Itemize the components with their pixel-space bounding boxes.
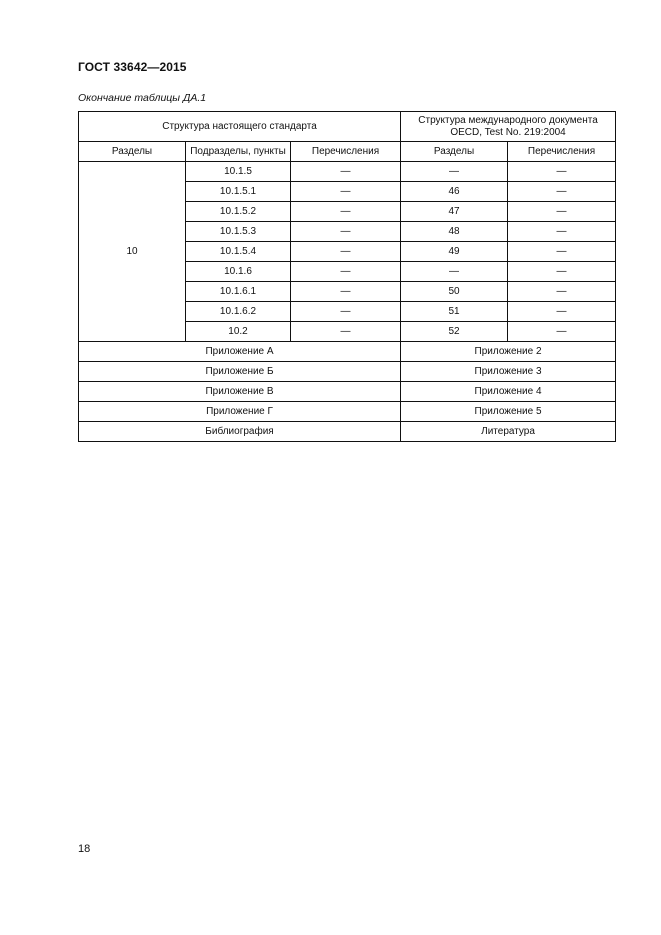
appendix-national-cell: Приложение А	[79, 342, 401, 362]
column-header: Разделы	[79, 142, 186, 162]
appendix-national-cell: Приложение В	[79, 382, 401, 402]
intl-section-cell: 47	[401, 202, 508, 222]
enumeration-cell: —	[291, 262, 401, 282]
appendix-national-cell: Приложение Г	[79, 402, 401, 422]
enumeration-cell: —	[291, 222, 401, 242]
intl-section-cell: 52	[401, 322, 508, 342]
enumeration-cell: —	[291, 182, 401, 202]
column-header-row	[79, 142, 616, 162]
appendix-row	[79, 342, 616, 362]
subsection-cell: 10.1.5	[186, 162, 291, 182]
subsection-cell: 10.2	[186, 322, 291, 342]
appendix-international-cell: Приложение 3	[401, 362, 616, 382]
intl-enumeration-cell: —	[508, 242, 616, 262]
appendix-international-cell: Приложение 4	[401, 382, 616, 402]
intl-section-cell: —	[401, 162, 508, 182]
subsection-cell: 10.1.6	[186, 262, 291, 282]
intl-enumeration-cell: —	[508, 162, 616, 182]
intl-section-cell: 51	[401, 302, 508, 322]
appendix-international-cell: Приложение 5	[401, 402, 616, 422]
page-number: 18	[78, 843, 91, 855]
intl-section-cell: 50	[401, 282, 508, 302]
intl-enumeration-cell: —	[508, 282, 616, 302]
column-header: Подразделы, пункты	[186, 142, 291, 162]
section-cell: 10	[79, 162, 186, 342]
appendix-row	[79, 422, 616, 442]
table-row	[79, 162, 616, 182]
intl-enumeration-cell: —	[508, 222, 616, 242]
enumeration-cell: —	[291, 202, 401, 222]
intl-enumeration-cell: —	[508, 182, 616, 202]
bibliography-cell: Библиография	[79, 422, 401, 442]
subsection-cell: 10.1.5.1	[186, 182, 291, 202]
group-header-row	[79, 112, 616, 142]
subsection-cell: 10.1.6.2	[186, 302, 291, 322]
literature-cell: Литература	[401, 422, 616, 442]
enumeration-cell: —	[291, 282, 401, 302]
enumeration-cell: —	[291, 322, 401, 342]
group-header-international-line1: Структура международного документа	[418, 114, 598, 126]
intl-section-cell: 49	[401, 242, 508, 262]
group-header-national: Структура настоящего стандарта	[79, 112, 401, 142]
intl-enumeration-cell: —	[508, 302, 616, 322]
subsection-cell: 10.1.6.1	[186, 282, 291, 302]
column-header: Разделы	[401, 142, 508, 162]
subsection-cell: 10.1.5.4	[186, 242, 291, 262]
enumeration-cell: —	[291, 242, 401, 262]
subsection-cell: 10.1.5.2	[186, 202, 291, 222]
group-header-international	[401, 112, 616, 142]
appendix-row	[79, 402, 616, 422]
group-header-international-line2: OECD, Test No. 219:2004	[450, 126, 566, 138]
intl-section-cell: 46	[401, 182, 508, 202]
intl-enumeration-cell: —	[508, 322, 616, 342]
correspondence-table	[78, 111, 616, 442]
column-header: Перечисления	[508, 142, 616, 162]
intl-enumeration-cell: —	[508, 262, 616, 282]
appendix-international-cell: Приложение 2	[401, 342, 616, 362]
enumeration-cell: —	[291, 162, 401, 182]
intl-section-cell: 48	[401, 222, 508, 242]
appendix-row	[79, 362, 616, 382]
table-caption: Окончание таблицы ДА.1	[78, 92, 207, 104]
appendix-row	[79, 382, 616, 402]
enumeration-cell: —	[291, 302, 401, 322]
intl-enumeration-cell: —	[508, 202, 616, 222]
subsection-cell: 10.1.5.3	[186, 222, 291, 242]
intl-section-cell: —	[401, 262, 508, 282]
appendix-national-cell: Приложение Б	[79, 362, 401, 382]
document-header: ГОСТ 33642—2015	[78, 60, 187, 74]
column-header: Перечисления	[291, 142, 401, 162]
